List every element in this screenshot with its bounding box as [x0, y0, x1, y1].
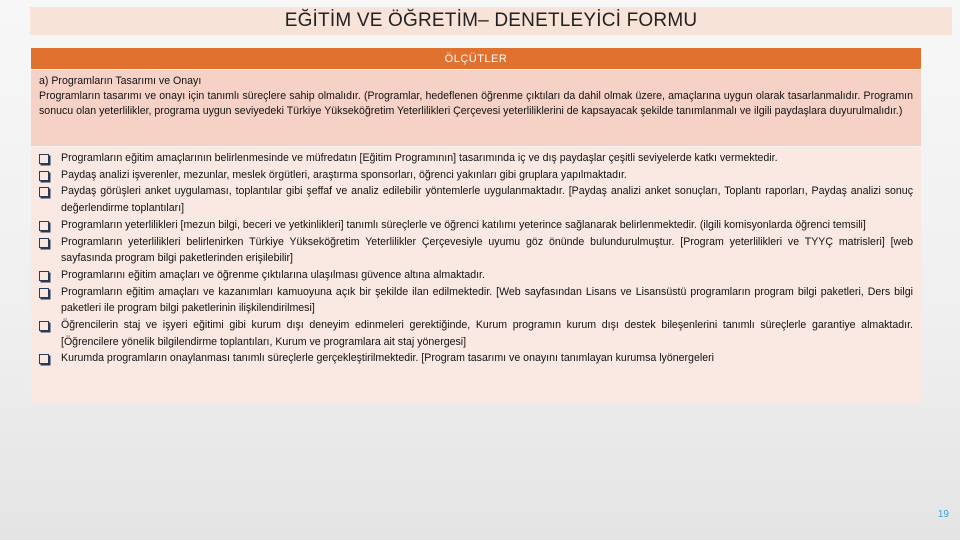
checkbox-bullet-icon [39, 238, 49, 248]
list-item [39, 350, 913, 367]
section-body: Programların tasarımı ve onayı için tanımlı süreçlere sahip olmalıdır. (Programlar, hedeflenen öğrenme çıktıları da dahil olmak üzere, amaçlarına uygun olarak tasarlanmalıdır. Programın sonucu olan yeterlilikler, programa uygun seviyedeki Türkiye Yükseköğretim Yeterlilikleri Çerçevesi yeterliliklerini de kapsayacak şekilde tanımlanmalı ve ilgili paydaşlara duyurulmalıdır.) [39, 90, 913, 117]
checkbox-bullet-icon [39, 354, 49, 364]
list-item [39, 150, 913, 167]
checkbox-bullet-icon [39, 171, 49, 181]
list-item [39, 234, 913, 267]
list-item-text: Programların eğitim amaçları ve kazanımları kamuoyuna açık bir şekilde ilan edilmektedir. [Web sayfasından Lisans ve Lisansüstü programların program bilgi paketleri, Ders bilgi paketleri ile program bilgi paketlerinin ilişkilendirilmesi] [61, 285, 913, 315]
list-item [39, 267, 913, 284]
page-number: 19 [937, 509, 949, 520]
criteria-header: ÖLÇÜTLER [31, 48, 921, 69]
list-item-text: Programların yeterlilikleri [mezun bilgi, beceri ve yetkinlikleri] tanımlı süreçlerle ve öğrenci katılımı yeterince sağlanarak belirlenmektedir. (ilgili komisyonlarda öğrenci temsili] [61, 218, 866, 231]
checkbox-bullet-icon [39, 221, 49, 231]
section-heading: a) Programların Tasarımı ve Onayı [39, 75, 202, 87]
list-item [39, 284, 913, 317]
list-item [39, 217, 913, 234]
section-description [31, 70, 921, 146]
checkbox-bullet-icon [39, 271, 49, 281]
checkbox-bullet-icon [39, 154, 49, 164]
list-item-text: Öğrencilerin staj ve işyeri eğitimi gibi kurum dışı deneyim edinmeleri gerektiğinde, Kurum programın kurum dışı destek bileşenlerini tanımlı süreçlerle garantiye almaktadır. [Öğrencilere yönelik bilgilendirme toplantıları, Kurum ve programlara ait staj yönergesi] [61, 319, 913, 348]
list-item-text: Programlarını eğitim amaçları ve öğrenme çıktılarına ulaşılması güvence altına almaktadır. [61, 268, 485, 281]
list-item-text: Programların eğitim amaçlarının belirlenmesinde ve müfredatın [Eğitim Programının] tasarımında iç ve dış paydaşlar çeşitli seviyelerde katkı vermektedir. [61, 152, 778, 164]
list-item [39, 183, 913, 216]
list-item-text: Paydaş görüşleri anket uygulaması, toplantılar gibi şeffaf ve analiz edilebilir yöntemlerle uygulanmaktadır. [Paydaş analizi anket sonuçları, Toplantı raporları, Paydaş analizi sonuç değerlendirme toplantıları] [61, 185, 913, 215]
checkbox-bullet-icon [39, 321, 49, 331]
page-title: EĞİTİM VE ÖĞRETİM– DENETLEYİCİ FORMU [30, 7, 952, 35]
list-item-text: Kurumda programların onaylanması tanımlı süreçlerle gerçekleştirilmektedir. [Program tasarımı ve onayını tanımlayan kurumsa lyönergeleri [61, 352, 714, 365]
list-item [39, 317, 913, 350]
checkbox-bullet-icon [39, 187, 49, 197]
list-item [39, 167, 913, 184]
list-item-text: Paydaş analizi işverenler, mezunlar, meslek örgütleri, araştırma sponsorları, öğrenci yakınları gibi gruplara yapılmaktadır. [61, 168, 627, 181]
criteria-list [31, 147, 921, 404]
list-item-text: Programların yeterlilikleri belirlenirken Türkiye Yükseköğretim Yeterlilikler Çerçevesiyle uyumu göz önünde bulundurulmuştur. [Program yeterlilikleri ve TYYÇ matrisleri] [web sayfasında program bilgi paketlerinden erişilebilir] [61, 235, 913, 265]
checkbox-bullet-icon [39, 288, 49, 298]
